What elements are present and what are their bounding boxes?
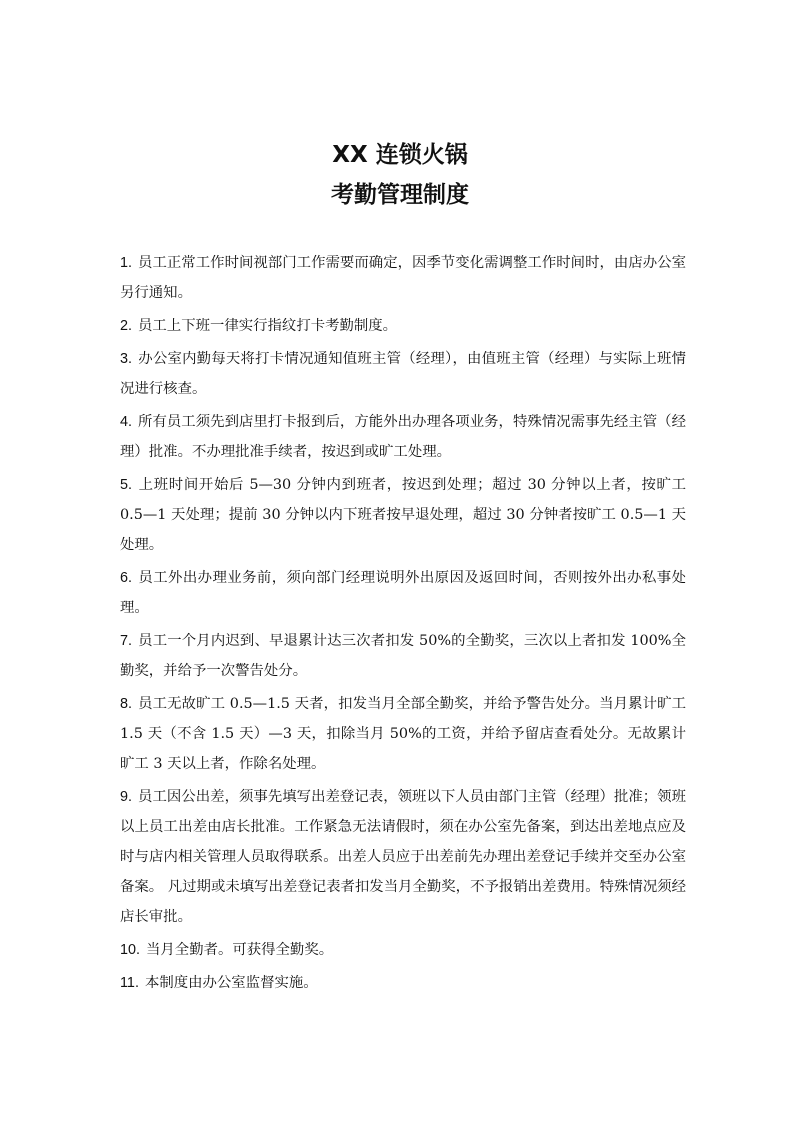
item-text: 员工正常工作时间视部门工作需要而确定，因季节变化需调整工作时间时，由店办公室另行通知。 [120, 255, 686, 301]
item-text: 上班时间开始后 5—30 分钟内到班者，按迟到处理；超过 30 分钟以上者，按旷工 0.5—1 天处理；提前 30 分钟以内下班者按早退处理，超过 30 分钟者按旷工 0.5—1 天处理。 [120, 477, 686, 553]
policy-item-6 [120, 563, 686, 623]
policy-item-9 [120, 782, 686, 932]
item-text: 员工因公出差，须事先填写出差登记表，领班以下人员由部门主管（经理）批准；领班以上员工出差由店长批准。工作紧急无法请假时，须在办公室先备案，到达出差地点应及时与店内相关管理人员取得联系。出差人员应于出差前先办理出差登记手续并交至办公室备案。 凡过期或未填写出差登记表者扣发当月全勤奖，不予报销出差费用。特殊情况须经店长审批。 [120, 789, 686, 925]
item-text: 员工上下班一律实行指纹打卡考勤制度。 [138, 318, 398, 334]
policy-item-11 [120, 968, 686, 998]
item-number: 10. [120, 942, 141, 958]
policy-item-3 [120, 344, 686, 404]
policy-item-8 [120, 689, 686, 779]
policy-item-5 [120, 470, 686, 560]
item-number: 5. [120, 477, 133, 493]
policy-item-1 [120, 248, 686, 308]
policy-item-4 [120, 407, 686, 467]
item-text: 员工一个月内迟到、早退累计达三次者扣发 50%的全勤奖，三次以上者扣发 100%全勤奖，并给予一次警告处分。 [120, 633, 686, 679]
item-number: 7. [120, 633, 133, 649]
item-number: 11. [120, 975, 139, 991]
policy-list [120, 248, 686, 1001]
policy-item-7 [120, 626, 686, 686]
item-text: 所有员工须先到店里打卡报到后，方能外出办理各项业务，特殊情况需事先经主管（经理）批准。不办理批准手续者，按迟到或旷工处理。 [120, 414, 686, 460]
item-number: 6. [120, 570, 133, 586]
item-text: 当月全勤者。可获得全勤奖。 [146, 942, 334, 958]
policy-item-10 [120, 935, 686, 965]
item-number: 8. [120, 696, 133, 712]
item-number: 4. [120, 414, 133, 430]
item-number: 2. [120, 318, 133, 334]
document-title-policy: 考勤管理制度 [331, 182, 469, 208]
item-number: 9. [120, 789, 133, 805]
policy-item-2 [120, 311, 686, 341]
item-text: 员工无故旷工 0.5—1.5 天者，扣发当月全部全勤奖，并给予警告处分。当月累计旷工 1.5 天（不含 1.5 天）—3 天，扣除当月 50%的工资，并给予留店查看处分。无故累计旷工 3 天以上者，作除名处理。 [120, 696, 686, 772]
item-text: 本制度由办公室监督实施。 [144, 975, 318, 991]
item-number: 3. [120, 351, 133, 367]
item-text: 员工外出办理业务前，须向部门经理说明外出原因及返回时间，否则按外出办私事处理。 [120, 570, 686, 616]
item-text: 办公室内勤每天将打卡情况通知值班主管（经理），由值班主管（经理）与实际上班情况进行核查。 [120, 351, 686, 397]
document-title-company: XX 连锁火锅 [332, 142, 468, 168]
item-number: 1. [120, 255, 133, 271]
